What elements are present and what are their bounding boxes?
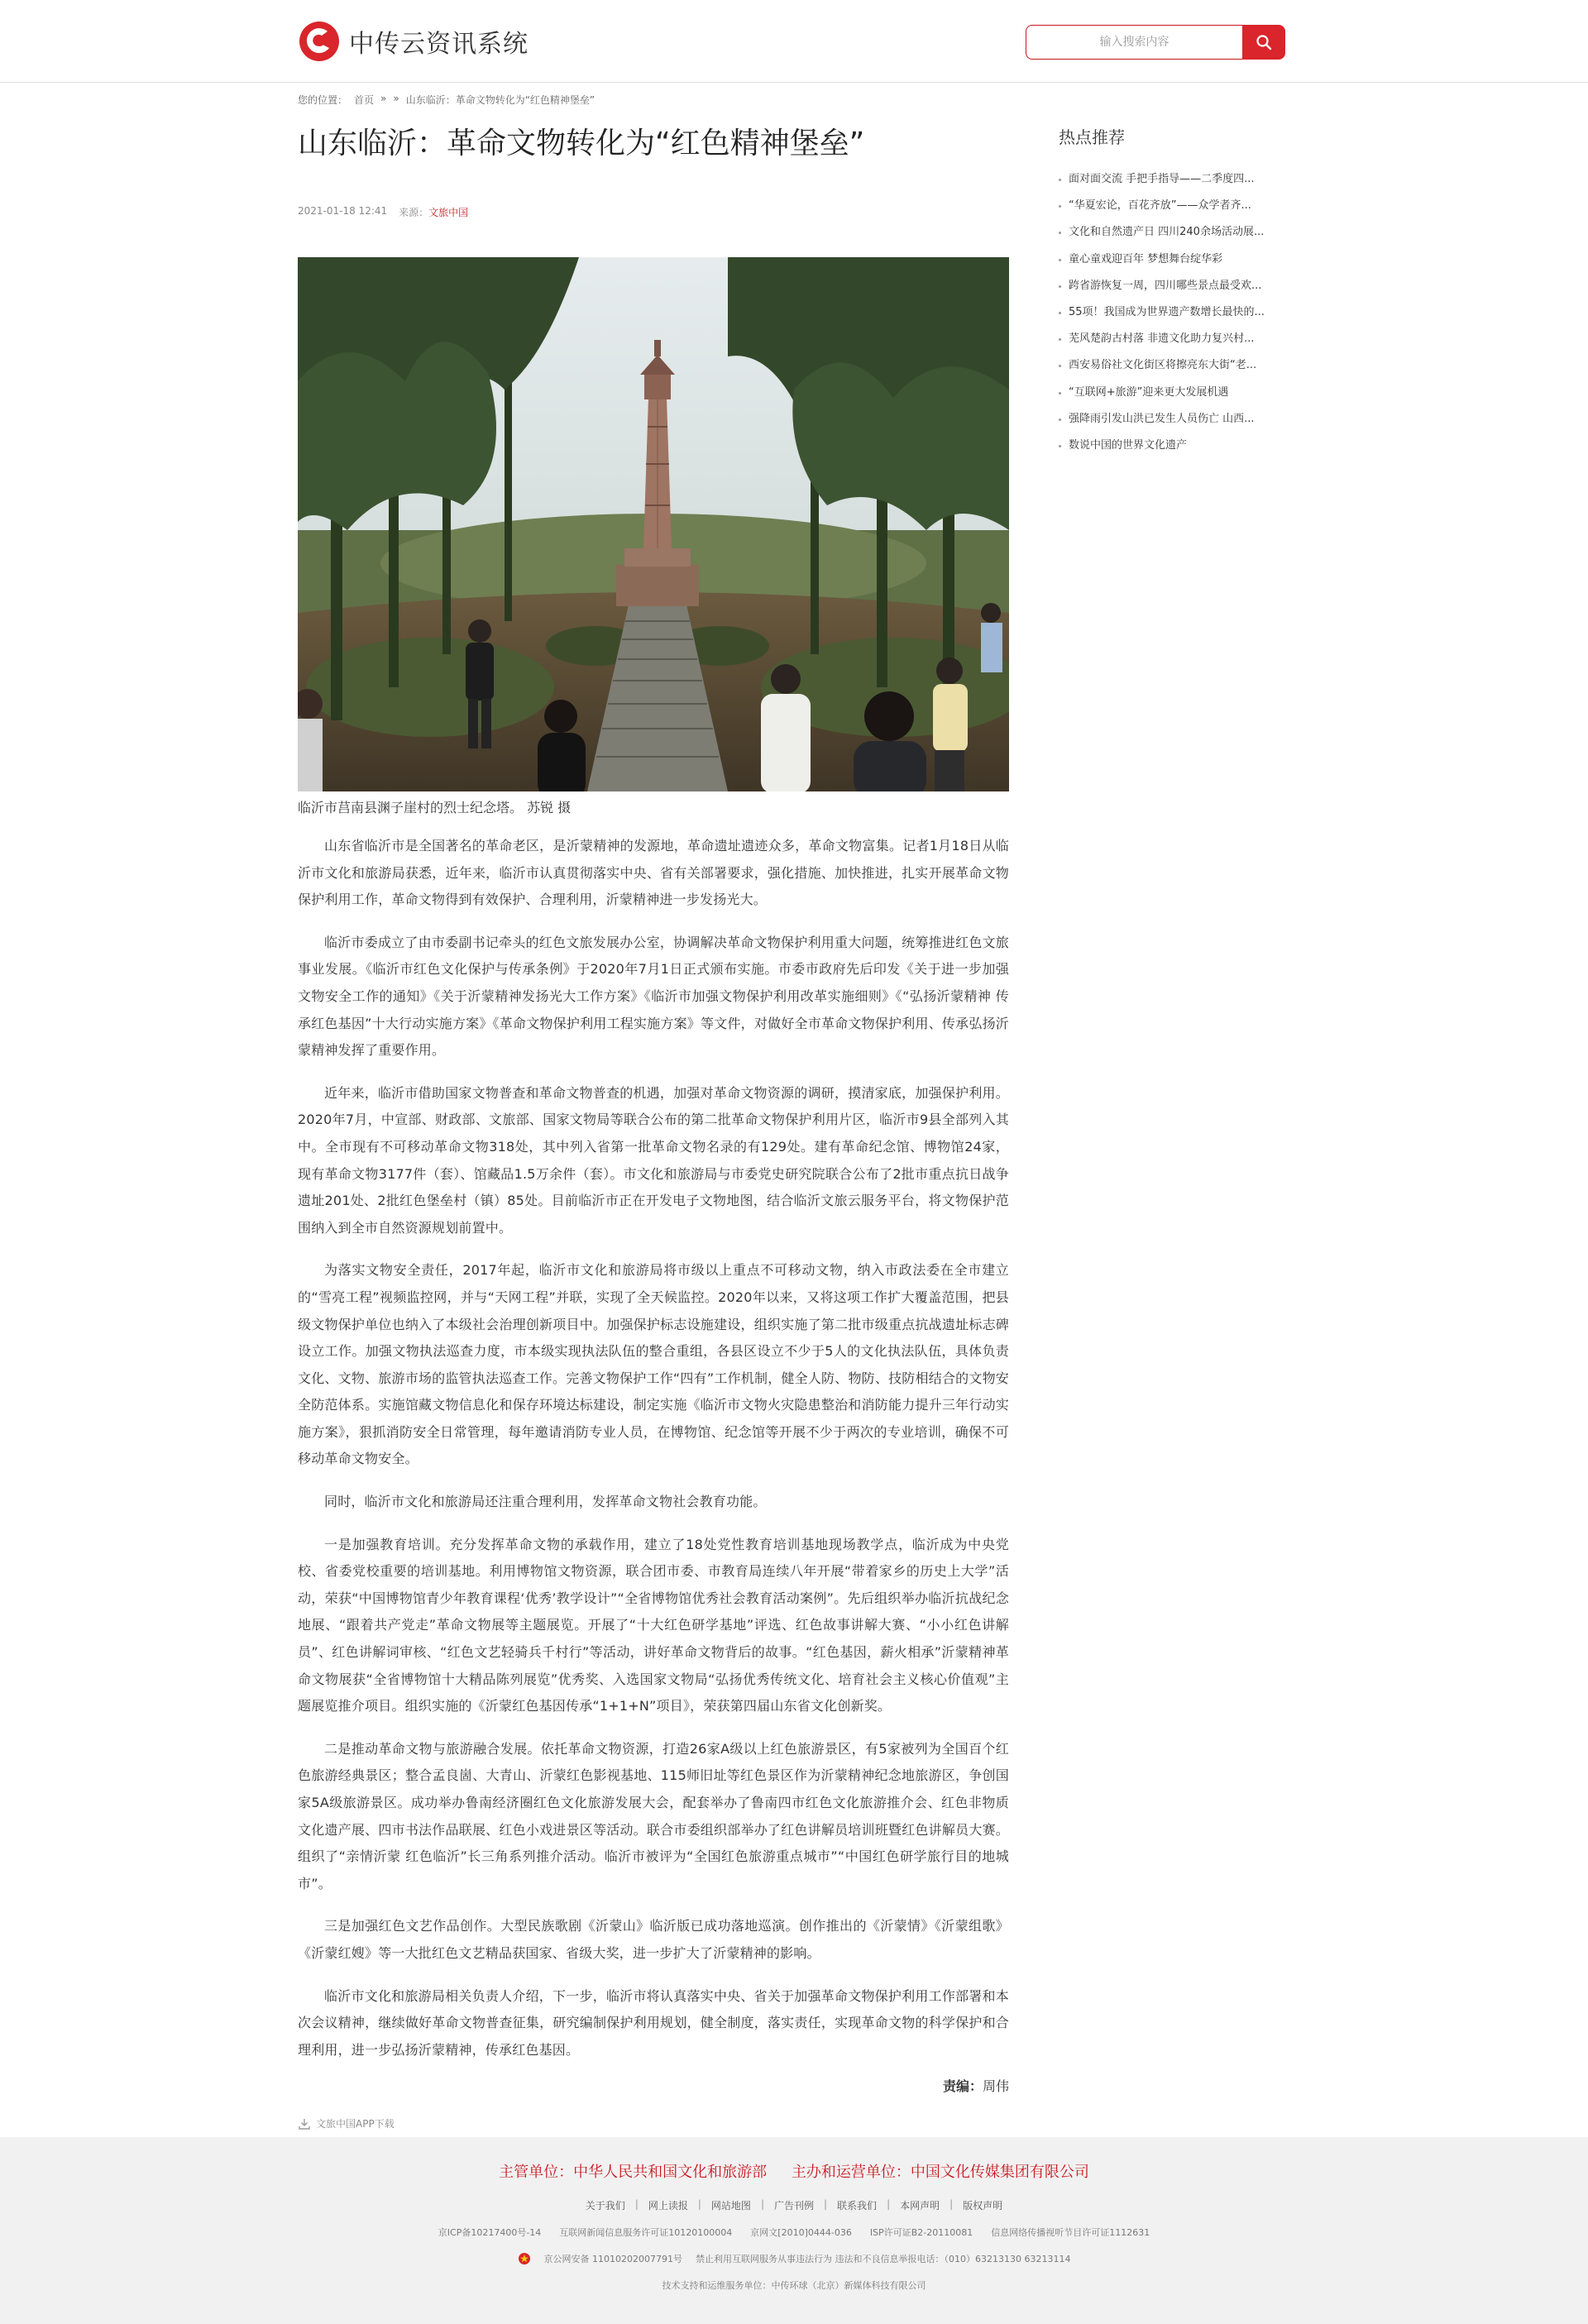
report-phone: 禁止利用互联网服务从事违法行为 违法和不良信息举报电话：（010）63213130 63213114 — [696, 2254, 1071, 2264]
hot-item[interactable]: 芜风楚韵古村落 非遗文化助力复兴村... — [1059, 326, 1307, 352]
breadcrumb — [298, 93, 595, 107]
article-paragraph: 一是加强教育培训。充分发挥革命文物的承载作用，建立了18处党性教育培训基地现场教学点，临沂成为中央党校、省委党校重要的培训基地。利用博物馆文物资源，联合团市委、市教育局连续八年开展“带着家乡的历史上大学”活动，荣获“中国博物馆青少年教育课程‘优秀’教学设计”“全省博物馆优秀社会教育活动案例”。先后组织举办临沂抗战纪念地展、“跟着共产党走”革命文物展等主题展览。开展了“十大红色研学基地”评选、红色故事讲解大赛、“小小红色讲解员”、红色讲解词审核、“红色文艺轻骑兵千村行”等活动，讲好革命文物背后的故事。“红色基因，薪火相承”沂蒙精神革命文物展获“全省博物馆十大精品陈列展览”优秀奖、入选国家文物局“弘扬优秀传统文化、培育社会主义核心价值观”主题展览推介项目。组织实施的《沂蒙红色基因传承“1+1+N”项目》，荣获第四届山东省文化创新奖。 — [298, 1536, 1009, 1714]
footer-link-about[interactable]: 关于我们 — [585, 2200, 625, 2212]
footer-tech-support: 技术支持和运维服务单位：中传环球（北京）新媒体科技有限公司 — [662, 2280, 926, 2291]
article-paragraph: 临沂市文化和旅游局相关负责人介绍，下一步，临沂市将认真落实中央、省关于加强革命文物保护利用工作部署和本次会议精神，继续做好革命文物普查征集，研究编制保护利用规划，健全制度，落实责任，实现革命文物的科学保护和合理利用，进一步弘扬沂蒙精神，传承红色基因。 — [298, 1987, 1009, 2058]
site-header — [0, 0, 1588, 83]
footer-host — [0, 2160, 1588, 2182]
footer-licenses — [0, 2226, 1588, 2239]
license-isp: ISP许可证B2-20110081 — [869, 2227, 973, 2238]
article-source-block — [399, 205, 468, 219]
article-source[interactable]: 文旅中国 — [428, 207, 469, 218]
footer-link-contact[interactable]: 联系我们 — [837, 2200, 878, 2212]
hot-item[interactable]: 面对面交流 手把手指导——二季度四... — [1059, 166, 1307, 193]
hot-item[interactable]: “互联网+旅游”迎来更大发展机遇 — [1059, 380, 1307, 406]
search-icon — [1256, 34, 1272, 50]
license-culture: 京网文[2010]0444-036 — [750, 2227, 852, 2238]
footer-link-epaper[interactable]: 网上读报 — [648, 2200, 688, 2212]
hot-item[interactable]: 强降雨引发山洪已发生人员伤亡 山西... — [1059, 406, 1307, 433]
article-meta — [298, 205, 1009, 219]
hot-item[interactable]: 跨省游恢复一周，四川哪些景点最受欢... — [1059, 273, 1307, 299]
article-paragraph: 近年来，临沂市借助国家文物普查和革命文物普查的机遇，加强对革命文物资源的调研，摸清家底，加强保护利用。2020年7月，中宣部、财政部、文旅部、国家文物局等联合公布的第二批革命文物保护利用片区，临沂市9县全部列入其中。全市现有不可移动革命文物318处，其中列入省第一批革命文物名录的有129处。建有革命纪念馆、博物馆24家，现有革命文物3177件（套）、馆藏品1.5万余件（套）。市文化和旅游局与市委党史研究院联合公布了2批市重点抗日战争遗址201处、2批红色堡垒村（镇）85处。目前临沂市正在开发电子文物地图，结合临沂文旅云服务平台，将文物保护范围纳入到全市自然资源规划前置中。 — [298, 1084, 1009, 1236]
source-label: 来源： — [399, 207, 429, 218]
footer-operator: 主办和运营单位：中国文化传媒集团有限公司 — [791, 2164, 1089, 2181]
police-record[interactable]: 京公网安备 11010202007791号 — [543, 2254, 682, 2264]
memorial-tower-photo — [298, 257, 1009, 791]
article-paragraph: 三是加强红色文艺作品创作。大型民族歌剧《沂蒙山》临沂版已成功落地巡演。创作推出的《沂蒙情》《沂蒙组歌》《沂蒙红嫂》等一大批红色文艺精品获国家、省级大奖，进一步扩大了沂蒙精神的影响。 — [298, 1918, 1009, 1961]
hot-item[interactable]: “华夏宏论，百花齐放”——众学者齐... — [1059, 193, 1307, 219]
hot-recommend-sidebar — [1059, 116, 1307, 459]
hot-item[interactable]: 西安易俗社文化街区将擦亮东大街“老... — [1059, 352, 1307, 379]
article-body — [298, 833, 1009, 2063]
search-button[interactable] — [1242, 25, 1285, 60]
footer-links: 关于我们 | 网上读报 | 网站地图 | 广告刊例 | 联系我们 | 本网声明 | 版权声明 — [585, 2198, 1003, 2212]
footer-supervisor: 主管单位：中华人民共和国文化和旅游部 — [499, 2164, 768, 2181]
breadcrumb-label: 您的位置： — [298, 94, 348, 106]
download-icon — [298, 2117, 311, 2130]
photo-caption: 临沂市莒南县渊子崖村的烈士纪念塔。 苏锐 摄 — [298, 800, 572, 815]
article — [298, 116, 1009, 2130]
article-date: 2021-01-18 12:41 — [298, 205, 388, 217]
editor-label: 责编： — [942, 2078, 983, 2095]
article-paragraph: 同时，临沂市文化和旅游局还注重合理利用，发挥革命文物社会教育功能。 — [324, 1494, 767, 1510]
hot-list — [1059, 166, 1307, 459]
article-paragraph: 山东省临沂市是全国著名的革命老区，是沂蒙精神的发源地，革命遗址遗迹众多，革命文物富集。记者1月18日从临沂市文化和旅游局获悉，近年来，临沂市认真贯彻落实中央、省有关部署要求，强化措施、加快推进，扎实开展革命文物保护利用工作，革命文物得到有效保护、合理利用，沂蒙精神进一步发扬光大。 — [298, 838, 1009, 908]
app-download-link[interactable] — [298, 2116, 1009, 2130]
search-box — [1026, 25, 1285, 60]
footer-police — [0, 2252, 1588, 2265]
license-news: 互联网新闻信息服务许可证10120100004 — [559, 2227, 733, 2238]
hot-item[interactable]: 数说中国的世界文化遗产 — [1059, 433, 1307, 459]
breadcrumb-current: 山东临沂：革命文物转化为“红色精神堡垒” — [405, 94, 596, 106]
article-title: 山东临沂：革命文物转化为“红色精神堡垒” — [298, 127, 865, 160]
site-footer — [0, 2137, 1588, 2324]
search-input[interactable] — [1026, 25, 1242, 60]
article-editor — [298, 2076, 1009, 2095]
license-icp[interactable]: 京ICP备10217400号-14 — [438, 2227, 542, 2238]
breadcrumb-home[interactable]: 首页 — [354, 94, 375, 106]
editor-name: 周伟 — [982, 2078, 1009, 2095]
site-logo[interactable] — [298, 18, 529, 65]
police-badge-icon — [518, 2252, 531, 2265]
article-paragraph: 为落实文物安全责任，2017年起，临沂市文化和旅游局将市级以上重点不可移动文物，纳入市政法委在全市建立的“雪亮工程”视频监控网，并与“天网工程”并联，实现了全天候监控。2020年以来，又将这项工作扩大覆盖范围，把县级文物保护单位也纳入了本级社会治理创新项目中。加强保护标志设施建设，组织实施了第二批市级重点抗战遗址标志碑设立工作。加强文物执法巡查力度，市本级实现执法队伍的整合重组，各县区设立不少于5人的文化执法队伍，具体负责文化、文物、旅游市场的监管执法巡查工作。完善文物保护工作“四有”工作机制，健全人防、物防、技防相结合的文物安全防范体系。实施馆藏文物信息化和保存环境达标建设，制定实施《临沂市文物火灾隐患整治和消防能力提升三年行动实施方案》，狠抓消防安全日常管理，每年邀请消防专业人员，在博物馆、纪念馆等开展不少于两次的专业培训，确保不可移动革命文物安全。 — [298, 1262, 1009, 1467]
license-av: 信息网络传播视听节目许可证1112631 — [991, 2227, 1150, 2238]
article-paragraph: 二是推动革命文物与旅游融合发展。依托革命文物资源，打造26家A级以上红色旅游景区，有5家被列为全国百个红色旅游经典景区；整合孟良崮、大青山、沂蒙红色影视基地、115师旧址等红色景区作为沂蒙精神纪念地旅游区，争创国家5A级旅游景区。成功举办鲁南经济圈红色文化旅游发展大会，配套举办了鲁南四市红色文化旅游推介会、红色非物质文化遗产展、四市书法作品联展、红色小戏进景区等活动。联合市委组织部举办了红色讲解员培训班暨红色讲解员大赛。组织了“亲情沂蒙 红色临沂”长三角系列推介活动。临沂市被评为“全国红色旅游重点城市”“中国红色研学旅行目的地城市”。 — [298, 1740, 1009, 1891]
logo-text: 中传云资讯系统 — [349, 30, 529, 59]
article-paragraph: 临沂市委成立了由市委副书记牵头的红色文旅发展办公室，协调解决革命文物保护利用重大问题，统筹推进红色文旅事业发展。《临沂市红色文化保护与传承条例》于2020年7月1日正式颁布实施。市委市政府先后印发《关于进一步加强文物安全工作的通知》《关于沂蒙精神发扬光大工作方案》《临沂市加强文物保护利用改革实施细则》《“弘扬沂蒙精神 传承红色基因”十大行动实施方案》《革命文物保护利用工程实施方案》等文件，对做好全市革命文物保护利用、传承弘扬沂蒙精神发挥了重要作用。 — [298, 934, 1009, 1059]
download-label: 文旅中国APP下载 — [316, 2118, 395, 2130]
hot-item[interactable]: 童心童戏迎百年 梦想舞台绽华彩 — [1059, 246, 1307, 273]
footer-link-sitemap[interactable]: 网站地图 — [710, 2200, 751, 2212]
footer-link-copyright[interactable]: 版权声明 — [963, 2200, 1003, 2212]
hot-item[interactable]: 55项！我国成为世界遗产数增长最快的... — [1059, 299, 1307, 326]
hot-item[interactable]: 文化和自然遗产日 四川240余场活动展... — [1059, 219, 1307, 246]
breadcrumb-separator: » — [380, 93, 387, 104]
footer-link-statement[interactable]: 本网声明 — [900, 2200, 940, 2212]
article-photo — [298, 257, 1009, 791]
logo-icon — [298, 20, 341, 63]
sidebar-title: 热点推荐 — [1059, 127, 1125, 147]
breadcrumb-separator: » — [393, 93, 399, 104]
footer-link-ads[interactable]: 广告刊例 — [773, 2200, 814, 2212]
